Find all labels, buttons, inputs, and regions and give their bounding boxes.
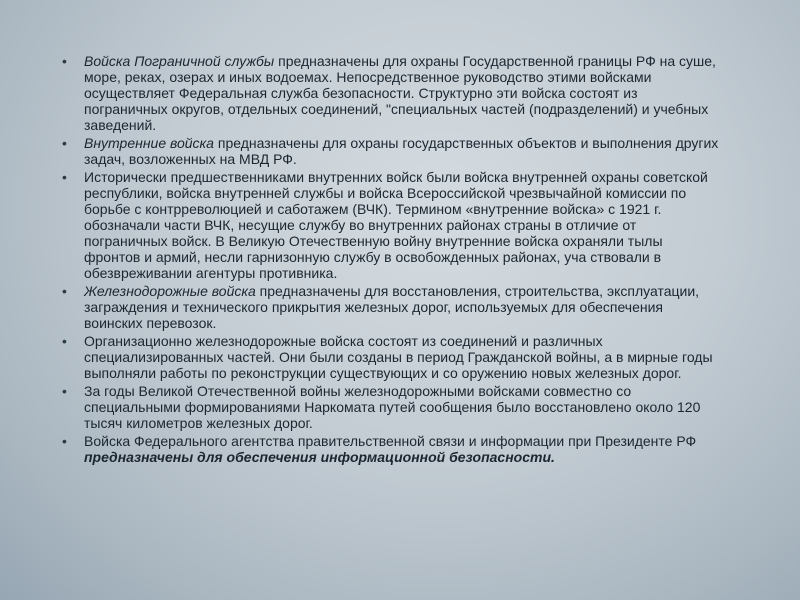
bullet-border-troops [62,53,722,133]
bullet-text: Исторически предшественниками внутренних войск были войска внутренней охраны советской республики, войска внутренней службы и войска Всероссийской чрезвычайной комиссии по борьбе с контрреволюцией и саботажем (ВЧК). Термином «внутренние войска» с 1921 г. обозначали части ВЧК, несущие службу во внутренних районах страны в отличие от пограничных войск. В Великую Отечественную войну внутренние войска охраняли тылы фронтов и армий, несли гарнизонную службу в освобожденных районах, уча ствовали в обезвреживании агентуры противника. [84,169,708,281]
bullet-emphasis: предназначены для обеспечения информационной безопасности. [84,449,555,465]
bullet-internal-troops-history [62,169,722,281]
bullet-railway-organization [62,333,722,381]
bullet-fapsi-troops [62,433,722,465]
bullet-internal-troops [62,135,722,167]
bullet-lead: Железнодорожные войска [84,283,256,299]
bullet-railway-troops [62,283,722,331]
bullet-text: предназначены для восстановления, строительства, эксплуатации, заграждения и технического прикрытия железных дорог, используемых для обеспечения воинских перевозок. [84,283,700,331]
bullet-text: Войска Федерального агентства правительственной связи и информации при Президенте РФ [84,433,697,449]
bullet-text: Организационно железнодорожные войска состоят из соединений и различных специализированных частей. Они были созданы в период Гражданской войны, а в мирные годы выполняли работы по реконструкции существующих и со оружению новых железных дорог. [84,333,713,381]
bullet-text: предназначены для охраны государственных объектов и выполнения других задач, возложенных на МВД РФ. [84,135,719,167]
bullet-text: предназначены для охраны Государственной границы РФ на суше, море, реках, озерах и иных водоемах. Непосредственное руководство этими войсками осуществляет Федеральная служба безопасности. Структурно эти войска состоят из пограничных округов, отдельных соединений, "специальных частей (подразделений) и учебных заведений. [84,53,716,133]
bullet-text: За годы Великой Отечественной войны железнодорожными войсками совместно со специальными формированиями Наркомата путей сообщения было восстановлено около 120 тысяч километров железных дорог. [84,383,701,431]
bullet-railway-wwii [62,383,722,431]
bullet-lead: Внутренние войска [84,135,214,151]
bullet-list [62,53,722,467]
bullet-lead: Войска Пограничной службы [84,53,275,69]
